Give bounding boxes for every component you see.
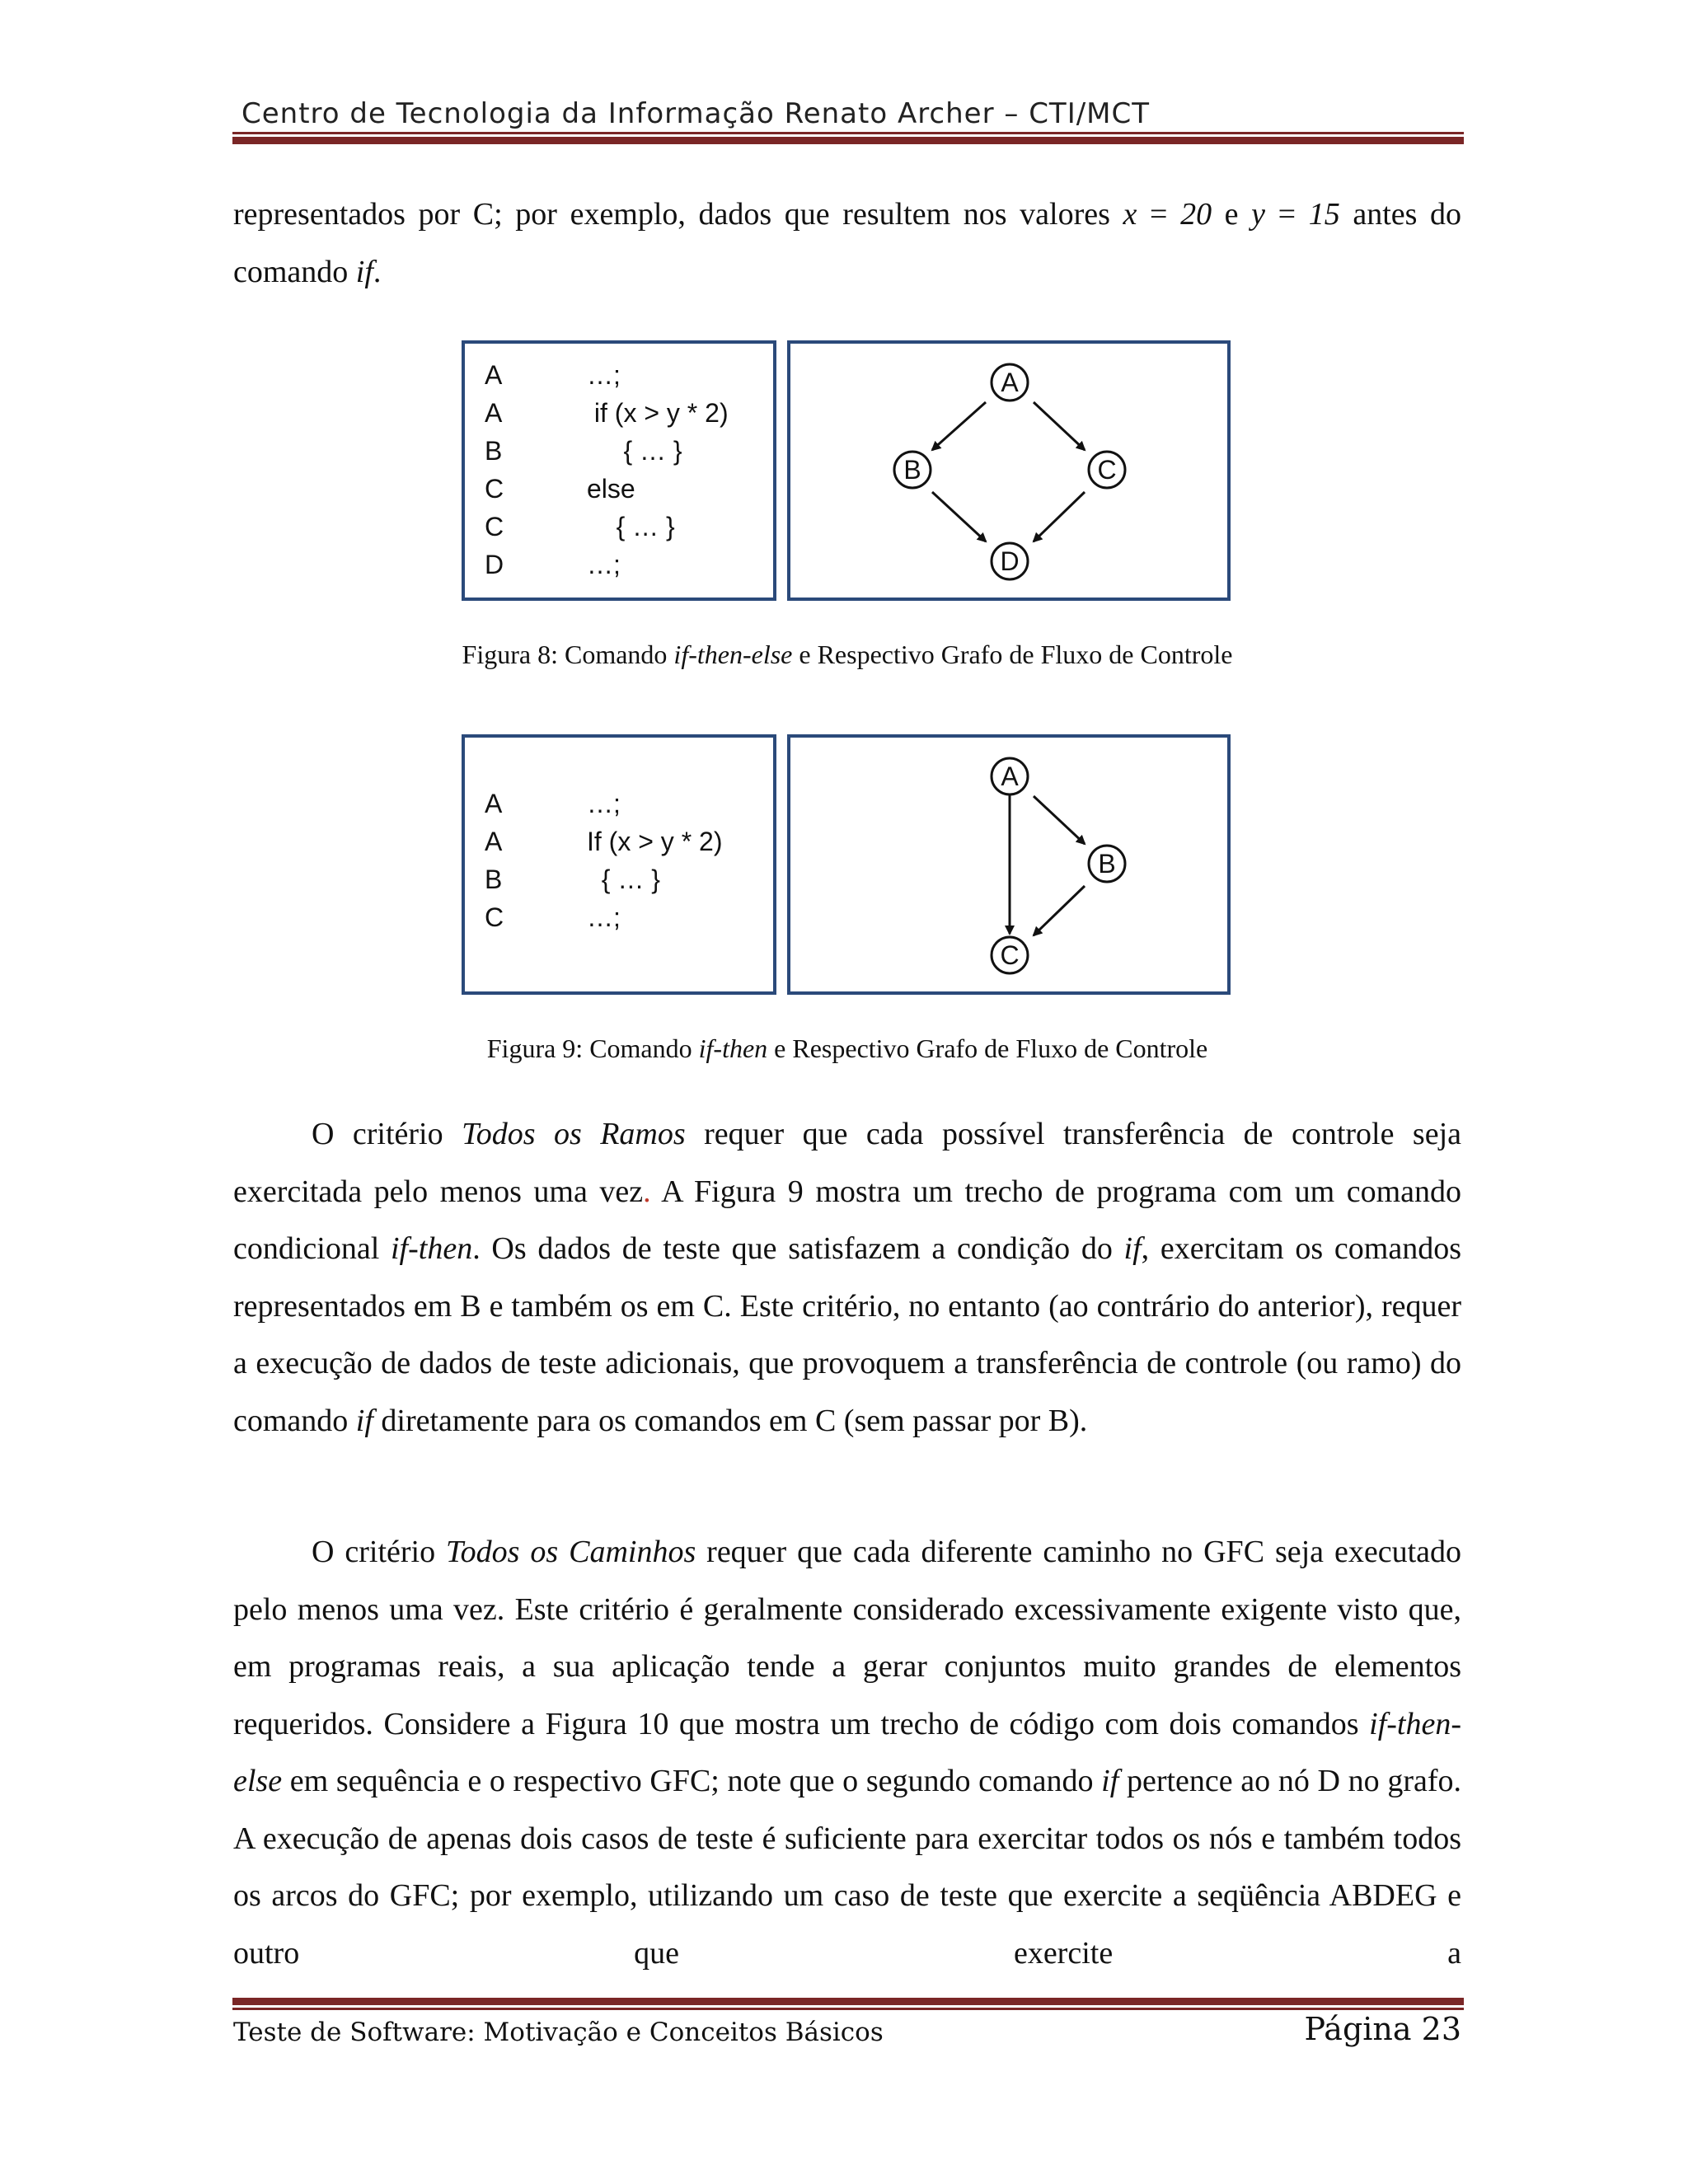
edge-a-c — [1034, 402, 1085, 450]
code-line: C …; — [485, 902, 621, 932]
code-line: A …; — [485, 360, 621, 390]
svg-text:C: C — [1097, 455, 1117, 485]
paragraph-todos-os-ramos: O critério Todos os Ramos requer que cada possível transferência de controle seja exercitada pelo menos uma vez. A Figura 9 mostra um trecho de programa com um comando condicional if-then. Os dados de teste que satisfazem a condição do if, exercitam os comandos representados em B e também os em C. Este critério, no entanto (ao contrário do anterior), requer a execução de dados de teste adicionais, que provoquem a transferência de controle (ou ramo) do comando if diretamente para os comandos em C (sem passar por B). — [233, 1117, 1461, 1438]
edge-c-d — [1034, 492, 1085, 541]
page-header: Centro de Tecnologia da Informação Renato Archer – CTI/MCT — [241, 97, 1151, 130]
svg-text:C: C — [1000, 940, 1020, 970]
graph-node-c — [992, 937, 1028, 973]
code-line: B { … } — [485, 436, 682, 466]
figure9-caption: Figura 9: Comando if-then e Respectivo Grafo de Fluxo de Controle — [486, 1033, 1208, 1063]
figure8-code-box — [462, 340, 776, 601]
figure9-flow-graph — [790, 738, 1234, 998]
code-line: C else — [485, 474, 635, 504]
figure9-graph-box — [787, 734, 1231, 995]
svg-text:A: A — [1001, 368, 1019, 397]
edge-a-b — [1034, 796, 1085, 844]
graph-node-a — [992, 758, 1028, 794]
footer-rule-thick — [232, 1998, 1464, 2005]
graph-node-b — [1089, 846, 1125, 882]
graph-node-b — [894, 452, 931, 488]
header-rule-thick — [232, 137, 1464, 144]
svg-text:B: B — [903, 455, 921, 485]
edge-a-b — [932, 402, 986, 450]
edge-b-c — [1034, 886, 1085, 935]
page-number: Página 23 — [1304, 2011, 1461, 2047]
figure8-caption: Figura 8: Comando if-then-else e Respectivo Grafo de Fluxo de Controle — [462, 640, 1233, 669]
code-line: A if (x > y * 2) — [485, 398, 729, 428]
intro-paragraph: representados por C; por exemplo, dados que resultem nos valores x = 20 e y = 15 antes do comando if. — [233, 197, 1462, 289]
code-line: D …; — [485, 550, 621, 579]
figure8-flow-graph — [790, 344, 1234, 604]
edge-b-d — [932, 492, 986, 541]
figure9-code-box — [462, 734, 776, 995]
code-line: A …; — [485, 789, 621, 818]
svg-text:A: A — [1001, 762, 1019, 791]
footer-rule-thin — [232, 2008, 1464, 2010]
graph-node-c — [1089, 452, 1125, 488]
footer-title: Teste de Software: Motivação e Conceitos Básicos — [233, 2018, 884, 2047]
paragraph-todos-os-caminhos: O critério Todos os Caminhos requer que cada diferente caminho no GFC seja executado pelo menos uma vez. Este critério é geralmente considerado excessivamente exigente visto que, em programas reais, a sua aplicação tende a gerar conjuntos muito grandes de elementos requeridos. Considere a Figura 10 que mostra um trecho de código com dois comandos if-then-else em sequência e o respectivo GFC; note que o segundo comando if pertence ao nó D no grafo. A execução de apenas dois casos de teste é suficiente para exercitar todos os nós e também todos os arcos do GFC; por exemplo, utilizando um caso de teste que exercite a seqüência ABDEG e outro que exercite a — [233, 1535, 1461, 1971]
code-line: B { … } — [485, 865, 660, 894]
code-line: C { … } — [485, 512, 675, 541]
figure8-graph-box — [787, 340, 1231, 601]
svg-text:D: D — [1000, 546, 1020, 576]
svg-text:B: B — [1098, 849, 1116, 879]
code-line: A If (x > y * 2) — [485, 827, 723, 856]
graph-node-d — [992, 543, 1028, 579]
graph-node-a — [992, 364, 1028, 401]
header-rule-thin — [232, 132, 1464, 134]
